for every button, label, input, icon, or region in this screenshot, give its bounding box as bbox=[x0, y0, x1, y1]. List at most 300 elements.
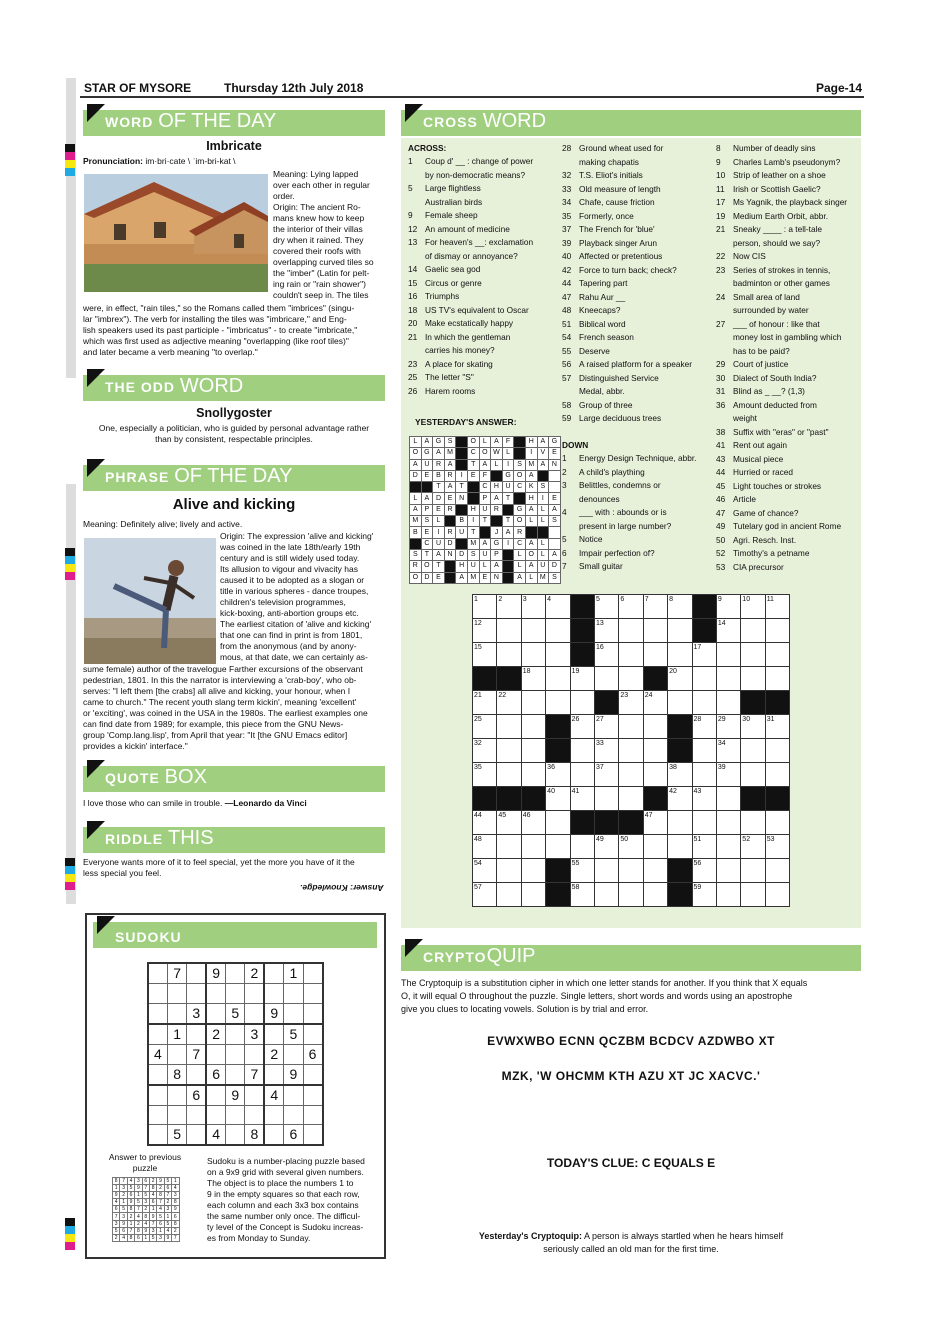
sudoku-answer-cell: 3 bbox=[113, 1220, 120, 1227]
crossword-cell[interactable]: 8 bbox=[668, 595, 692, 619]
crossword-grid[interactable] bbox=[472, 594, 790, 907]
sudoku-cell[interactable] bbox=[303, 1024, 322, 1045]
crossword-cell[interactable] bbox=[692, 763, 716, 787]
crossword-cell[interactable]: 26 bbox=[570, 715, 594, 739]
crossword-cell[interactable]: 42 bbox=[668, 787, 692, 811]
crossword-cell[interactable] bbox=[716, 859, 740, 883]
crossword-cell[interactable] bbox=[521, 835, 545, 859]
clue-line: denounces bbox=[579, 493, 620, 504]
sudoku-cell[interactable]: 7 bbox=[245, 1064, 264, 1085]
sudoku-cell[interactable] bbox=[245, 984, 264, 1004]
answer-cell bbox=[491, 516, 503, 527]
clue-line: 48 Kneecaps? bbox=[562, 305, 621, 315]
clue-line: 23 Series of strokes in tennis, bbox=[716, 264, 831, 275]
crossword-cell[interactable] bbox=[765, 619, 789, 643]
crossword-cell[interactable]: 21 bbox=[473, 691, 497, 715]
crossword-cell[interactable] bbox=[765, 667, 789, 691]
crossword-cell[interactable]: 35 bbox=[473, 763, 497, 787]
answer-cell: L bbox=[537, 516, 549, 527]
answer-cell: A bbox=[525, 504, 537, 515]
sudoku-cell[interactable]: 4 bbox=[264, 1085, 283, 1106]
black-square bbox=[570, 619, 594, 643]
sudoku-cell[interactable]: 2 bbox=[264, 1044, 283, 1064]
crossword-cell[interactable] bbox=[497, 763, 521, 787]
sudoku-cell[interactable] bbox=[226, 1024, 245, 1045]
sudoku-cell[interactable] bbox=[187, 1105, 206, 1125]
answer-cell bbox=[456, 504, 468, 515]
sudoku-cell[interactable]: 7 bbox=[187, 1044, 206, 1064]
answer-cell: B bbox=[456, 516, 468, 527]
crossword-cell[interactable]: 41 bbox=[570, 787, 594, 811]
crossword-cell[interactable] bbox=[765, 763, 789, 787]
answer-cell: M bbox=[444, 448, 456, 459]
crossword-cell[interactable]: 37 bbox=[594, 763, 618, 787]
crossword-cell[interactable]: 50 bbox=[619, 835, 643, 859]
crossword-cell[interactable] bbox=[521, 859, 545, 883]
crossword-cell[interactable] bbox=[619, 643, 643, 667]
crossword-cell[interactable]: 54 bbox=[473, 859, 497, 883]
crossword-cell[interactable] bbox=[643, 619, 667, 643]
crossword-cell[interactable] bbox=[619, 739, 643, 763]
crossword-cell[interactable] bbox=[570, 691, 594, 715]
answer-cell bbox=[514, 448, 526, 459]
answer-cell bbox=[502, 549, 514, 560]
clue-line: 25 The letter "S" bbox=[408, 372, 474, 382]
crossword-cell[interactable] bbox=[668, 835, 692, 859]
answer-cell: U bbox=[421, 459, 433, 470]
crossword-cell[interactable]: 56 bbox=[692, 859, 716, 883]
crossword-cell[interactable] bbox=[546, 835, 570, 859]
sudoku-cell[interactable] bbox=[148, 1003, 167, 1024]
sudoku-cell[interactable] bbox=[284, 1105, 303, 1125]
sudoku-cell[interactable] bbox=[226, 1125, 245, 1146]
sudoku-cell[interactable] bbox=[226, 963, 245, 984]
answer-cell: T bbox=[479, 516, 491, 527]
sudoku-cell[interactable] bbox=[284, 1044, 303, 1064]
clue-line: 21 In which the gentleman bbox=[408, 331, 511, 342]
clue-line: surrounded by water bbox=[733, 305, 809, 315]
sudoku-cell[interactable] bbox=[245, 1105, 264, 1125]
crossword-cell[interactable]: 2 bbox=[497, 595, 521, 619]
crossword-cell[interactable] bbox=[546, 691, 570, 715]
crossword-cell[interactable]: 27 bbox=[594, 715, 618, 739]
crossword-cell[interactable] bbox=[619, 787, 643, 811]
answer-cell: H bbox=[456, 561, 468, 572]
sudoku-cell[interactable] bbox=[167, 984, 186, 1004]
crossword-cell[interactable]: 30 bbox=[741, 715, 765, 739]
clue-line: 58 Group of three bbox=[562, 399, 633, 410]
crossword-cell[interactable]: 6 bbox=[619, 595, 643, 619]
crossword-cell[interactable] bbox=[643, 883, 667, 907]
crossword-cell[interactable] bbox=[546, 667, 570, 691]
sudoku-cell[interactable]: 9 bbox=[264, 1003, 283, 1024]
crossword-cell[interactable]: 45 bbox=[497, 811, 521, 835]
crossword-cell[interactable] bbox=[594, 787, 618, 811]
crossword-cell[interactable] bbox=[570, 835, 594, 859]
crossword-cell[interactable]: 43 bbox=[692, 787, 716, 811]
crossword-cell[interactable]: 58 bbox=[570, 883, 594, 907]
crossword-cell[interactable]: 52 bbox=[741, 835, 765, 859]
sudoku-cell[interactable] bbox=[264, 1105, 283, 1125]
sudoku-cell[interactable]: 5 bbox=[167, 1125, 186, 1146]
crossword-cell[interactable] bbox=[643, 835, 667, 859]
sudoku-cell[interactable] bbox=[206, 984, 225, 1004]
sudoku-cell[interactable]: 6 bbox=[303, 1044, 322, 1064]
crossword-cell[interactable] bbox=[619, 883, 643, 907]
crossword-cell[interactable] bbox=[716, 643, 740, 667]
sudoku-cell[interactable] bbox=[245, 1003, 264, 1024]
sudoku-cell[interactable] bbox=[284, 1003, 303, 1024]
sudoku-cell[interactable] bbox=[167, 1044, 186, 1064]
answer-cell: U bbox=[467, 561, 479, 572]
clue-line: 33 Old measure of length bbox=[562, 183, 661, 194]
answer-cell: L bbox=[433, 516, 445, 527]
answer-cell: S bbox=[537, 482, 549, 493]
sudoku-cell[interactable]: 3 bbox=[187, 1003, 206, 1024]
sudoku-answer-cell: 5 bbox=[149, 1234, 156, 1241]
crossword-cell[interactable] bbox=[521, 883, 545, 907]
sudoku-answer-cell: 3 bbox=[142, 1199, 149, 1206]
section-title-big: WORD bbox=[179, 375, 244, 397]
crossword-cell[interactable] bbox=[643, 739, 667, 763]
sudoku-cell[interactable] bbox=[148, 1064, 167, 1085]
crossword-cell[interactable] bbox=[741, 619, 765, 643]
clue-line: 40 Affected or pretentious bbox=[562, 251, 663, 261]
answer-cell: T bbox=[421, 549, 433, 560]
sudoku-answer-cell: 7 bbox=[142, 1185, 149, 1192]
crossword-cell[interactable]: 9 bbox=[716, 595, 740, 619]
crossword-cell[interactable]: 4 bbox=[546, 595, 570, 619]
sudoku-answer-cell: 7 bbox=[113, 1213, 120, 1220]
black-square bbox=[668, 859, 692, 883]
sudoku-cell[interactable]: 2 bbox=[245, 963, 264, 984]
sudoku-cell[interactable] bbox=[303, 1125, 322, 1146]
clue-line: 7 Small guitar bbox=[562, 561, 623, 571]
crossword-cell[interactable] bbox=[619, 763, 643, 787]
sudoku-cell[interactable] bbox=[187, 1125, 206, 1146]
crossword-cell[interactable]: 17 bbox=[692, 643, 716, 667]
crossword-cell[interactable]: 46 bbox=[521, 811, 545, 835]
crossword-cell[interactable] bbox=[716, 835, 740, 859]
crossword-cell[interactable] bbox=[716, 691, 740, 715]
sudoku-cell[interactable]: 1 bbox=[167, 1024, 186, 1045]
crossword-cell[interactable] bbox=[497, 883, 521, 907]
sudoku-cell[interactable] bbox=[167, 1105, 186, 1125]
sudoku-cell[interactable] bbox=[187, 984, 206, 1004]
clue-line: 57 Distinguished Service bbox=[562, 372, 659, 383]
crossword-cell[interactable] bbox=[619, 619, 643, 643]
crossword-cell[interactable]: 40 bbox=[546, 787, 570, 811]
crossword-cell[interactable] bbox=[765, 811, 789, 835]
crossword-cell[interactable] bbox=[668, 643, 692, 667]
crossword-cell[interactable] bbox=[643, 643, 667, 667]
crossword-cell[interactable] bbox=[497, 835, 521, 859]
answer-cell: M bbox=[537, 572, 549, 583]
crossword-cell[interactable]: 28 bbox=[692, 715, 716, 739]
crossword-cell[interactable]: 1 bbox=[473, 595, 497, 619]
sudoku-cell[interactable]: 6 bbox=[284, 1125, 303, 1146]
crossword-cell[interactable] bbox=[521, 739, 545, 763]
crossword-cell[interactable]: 38 bbox=[668, 763, 692, 787]
crossword-cell[interactable]: 39 bbox=[716, 763, 740, 787]
answer-cell: U bbox=[433, 538, 445, 549]
crossword-cell[interactable] bbox=[716, 811, 740, 835]
sudoku-cell[interactable] bbox=[206, 1003, 225, 1024]
crossword-cell[interactable] bbox=[497, 619, 521, 643]
crossword-cell[interactable]: 7 bbox=[643, 595, 667, 619]
clue-line: 36 Amount deducted from bbox=[716, 399, 817, 410]
sudoku-cell[interactable]: 9 bbox=[226, 1085, 245, 1106]
sudoku-cell[interactable]: 4 bbox=[148, 1044, 167, 1064]
sudoku-cell[interactable]: 6 bbox=[187, 1085, 206, 1106]
crossword-cell[interactable]: 32 bbox=[473, 739, 497, 763]
sudoku-cell[interactable] bbox=[226, 984, 245, 1004]
crossword-cell[interactable]: 5 bbox=[594, 595, 618, 619]
sudoku-cell[interactable] bbox=[303, 963, 322, 984]
crossword-cell[interactable] bbox=[741, 667, 765, 691]
crossword-cell[interactable] bbox=[497, 859, 521, 883]
crossword-cell[interactable] bbox=[497, 643, 521, 667]
crossword-cell[interactable]: 34 bbox=[716, 739, 740, 763]
sudoku-cell[interactable] bbox=[226, 1105, 245, 1125]
crossword-cell[interactable] bbox=[643, 763, 667, 787]
black-square bbox=[692, 595, 716, 619]
sudoku-cell[interactable]: 6 bbox=[206, 1064, 225, 1085]
crossword-cell[interactable] bbox=[594, 667, 618, 691]
sudoku-cell[interactable] bbox=[264, 984, 283, 1004]
sudoku-cell[interactable] bbox=[167, 1003, 186, 1024]
sudoku-cell[interactable]: 9 bbox=[206, 963, 225, 984]
crossword-cell[interactable]: 20 bbox=[668, 667, 692, 691]
crossword-cell[interactable]: 23 bbox=[619, 691, 643, 715]
crossword-cell[interactable]: 12 bbox=[473, 619, 497, 643]
sudoku-answer-cell: 6 bbox=[172, 1213, 179, 1220]
crossword-cell[interactable]: 36 bbox=[546, 763, 570, 787]
crossword-cell[interactable] bbox=[765, 859, 789, 883]
crossword-cell[interactable] bbox=[594, 883, 618, 907]
sudoku-cell[interactable]: 8 bbox=[245, 1125, 264, 1146]
riddle-answer: Answer: Knowledge. bbox=[300, 883, 384, 893]
sudoku-cell[interactable] bbox=[206, 1105, 225, 1125]
crossword-cell[interactable] bbox=[741, 739, 765, 763]
crossword-cell[interactable]: 3 bbox=[521, 595, 545, 619]
crossword-cell[interactable] bbox=[619, 859, 643, 883]
sudoku-cell[interactable]: 9 bbox=[284, 1064, 303, 1085]
crossword-cell[interactable] bbox=[643, 715, 667, 739]
sudoku-cell[interactable]: 3 bbox=[245, 1024, 264, 1045]
crossword-cell[interactable] bbox=[570, 763, 594, 787]
sudoku-cell[interactable] bbox=[284, 1085, 303, 1106]
phrase-meaning: Meaning: Definitely alive; lively and active. bbox=[83, 519, 243, 529]
crossword-cell[interactable] bbox=[692, 691, 716, 715]
crossword-cell[interactable] bbox=[741, 883, 765, 907]
crossword-cell[interactable]: 10 bbox=[741, 595, 765, 619]
crossword-cell[interactable]: 25 bbox=[473, 715, 497, 739]
sudoku-cell[interactable] bbox=[206, 1044, 225, 1064]
crossword-cell[interactable] bbox=[741, 763, 765, 787]
crossword-cell[interactable]: 18 bbox=[521, 667, 545, 691]
crossword-cell[interactable] bbox=[521, 643, 545, 667]
sudoku-cell[interactable] bbox=[264, 1024, 283, 1045]
crossword-cell[interactable]: 29 bbox=[716, 715, 740, 739]
answer-cell: C bbox=[421, 538, 433, 549]
sudoku-cell[interactable] bbox=[148, 1125, 167, 1146]
crossword-cell[interactable]: 48 bbox=[473, 835, 497, 859]
crossword-cell[interactable]: 24 bbox=[643, 691, 667, 715]
crossword-cell[interactable]: 53 bbox=[765, 835, 789, 859]
clue-line: 24 Small area of land bbox=[716, 291, 800, 302]
sudoku-cell[interactable] bbox=[264, 1064, 283, 1085]
crossword-cell[interactable]: 19 bbox=[570, 667, 594, 691]
crossword-cell[interactable]: 47 bbox=[643, 811, 667, 835]
crossword-cell[interactable]: 31 bbox=[765, 715, 789, 739]
section-title-small: WORD bbox=[105, 114, 154, 130]
crossword-cell[interactable] bbox=[765, 739, 789, 763]
sudoku-cell[interactable] bbox=[187, 963, 206, 984]
sudoku-cell[interactable] bbox=[148, 1024, 167, 1045]
crossword-cell[interactable] bbox=[521, 619, 545, 643]
sudoku-cell[interactable] bbox=[264, 963, 283, 984]
crossword-cell[interactable]: 57 bbox=[473, 883, 497, 907]
section-title-small: QUOTE bbox=[105, 770, 160, 786]
crossword-cell[interactable] bbox=[741, 859, 765, 883]
answer-cell: R bbox=[410, 561, 422, 572]
sudoku-cell[interactable] bbox=[226, 1064, 245, 1085]
crossword-cell[interactable]: 13 bbox=[594, 619, 618, 643]
crossword-cell[interactable] bbox=[692, 739, 716, 763]
crossword-cell[interactable] bbox=[497, 739, 521, 763]
crossword-cell[interactable] bbox=[619, 715, 643, 739]
sudoku-cell[interactable] bbox=[148, 984, 167, 1004]
crossword-cell[interactable] bbox=[643, 859, 667, 883]
crossword-cell[interactable] bbox=[546, 619, 570, 643]
sudoku-cell[interactable]: 1 bbox=[284, 963, 303, 984]
margin-bar bbox=[66, 78, 76, 378]
sudoku-answer-cell: 6 bbox=[142, 1178, 149, 1185]
sudoku-answer-cell: 5 bbox=[164, 1178, 171, 1185]
sudoku-answer-label: Answer to previous puzzle bbox=[108, 1152, 182, 1173]
yesterday-answer-label: YESTERDAY'S ANSWER: bbox=[415, 417, 517, 427]
answer-cell bbox=[410, 482, 422, 493]
sudoku-cell[interactable] bbox=[303, 1064, 322, 1085]
sudoku-cell[interactable] bbox=[245, 1085, 264, 1106]
crossword-cell[interactable] bbox=[521, 763, 545, 787]
sudoku-cell[interactable] bbox=[303, 1085, 322, 1106]
crossword-cell[interactable] bbox=[546, 811, 570, 835]
sudoku-cell[interactable] bbox=[226, 1044, 245, 1064]
crossword-cell[interactable]: 16 bbox=[594, 643, 618, 667]
sudoku-cell[interactable] bbox=[187, 1024, 206, 1045]
crossword-cell[interactable] bbox=[668, 619, 692, 643]
crossword-cell[interactable] bbox=[716, 667, 740, 691]
answer-cell: L bbox=[410, 437, 422, 448]
answer-cell: A bbox=[456, 572, 468, 583]
sudoku-cell[interactable] bbox=[303, 984, 322, 1004]
sudoku-cell[interactable] bbox=[148, 1105, 167, 1125]
answer-cell: W bbox=[491, 448, 503, 459]
cryptoquip-intro: The Cryptoquip is a substitution cipher in which one letter stands for another. If you think that X equals O, it will equal O throughout the puzzle. Single letters, short words and words using an apostrophe give you clues to locating vowels. Solution is by trial and error. bbox=[401, 978, 808, 1014]
sudoku-answer-cell: 1 bbox=[157, 1227, 164, 1234]
answer-cell: G bbox=[491, 538, 503, 549]
clue-line: has to be paid? bbox=[733, 345, 790, 356]
crossword-cell[interactable] bbox=[741, 643, 765, 667]
crossword-cell[interactable]: 22 bbox=[497, 691, 521, 715]
color-registration-mark bbox=[65, 858, 75, 890]
crossword-cell[interactable] bbox=[741, 811, 765, 835]
crossword-cell[interactable]: 51 bbox=[692, 835, 716, 859]
answer-cell: R bbox=[444, 527, 456, 538]
sudoku-cell[interactable] bbox=[148, 1085, 167, 1106]
sudoku-cell[interactable]: 5 bbox=[226, 1003, 245, 1024]
crossword-cell[interactable] bbox=[619, 667, 643, 691]
crossword-cell[interactable]: 55 bbox=[570, 859, 594, 883]
sudoku-cell[interactable] bbox=[284, 984, 303, 1004]
crossword-header bbox=[401, 110, 861, 136]
sudoku-cell[interactable] bbox=[303, 1003, 322, 1024]
sudoku-cell[interactable]: 7 bbox=[167, 963, 186, 984]
sudoku-answer-cell: 2 bbox=[157, 1185, 164, 1192]
crossword-cell[interactable]: 11 bbox=[765, 595, 789, 619]
crossword-cell[interactable] bbox=[668, 811, 692, 835]
crossword-cell[interactable] bbox=[521, 691, 545, 715]
crossword-cell[interactable] bbox=[716, 883, 740, 907]
sudoku-cell[interactable] bbox=[303, 1105, 322, 1125]
crossword-cell[interactable]: 33 bbox=[594, 739, 618, 763]
sudoku-cell[interactable]: 4 bbox=[206, 1125, 225, 1146]
crossword-cell[interactable]: 44 bbox=[473, 811, 497, 835]
sudoku-cell[interactable] bbox=[167, 1085, 186, 1106]
crossword-cell[interactable] bbox=[765, 643, 789, 667]
sudoku-cell[interactable]: 2 bbox=[206, 1024, 225, 1045]
crossword-cell[interactable]: 15 bbox=[473, 643, 497, 667]
phrase-header bbox=[83, 465, 385, 491]
answer-cell: I bbox=[433, 527, 445, 538]
answer-cell: A bbox=[491, 493, 503, 504]
answer-cell: M bbox=[467, 572, 479, 583]
sudoku-answer-cell: 1 bbox=[127, 1220, 134, 1227]
crossword-cell[interactable]: 49 bbox=[594, 835, 618, 859]
crossword-cell[interactable] bbox=[668, 691, 692, 715]
crossword-cell[interactable] bbox=[716, 787, 740, 811]
sudoku-answer-cell: 7 bbox=[172, 1234, 179, 1241]
answer-cell bbox=[444, 516, 456, 527]
crossword-cell[interactable] bbox=[594, 859, 618, 883]
sudoku-answer-cell: 8 bbox=[172, 1199, 179, 1206]
answer-cell: A bbox=[444, 482, 456, 493]
crossword-cell[interactable] bbox=[570, 739, 594, 763]
sudoku-cell[interactable] bbox=[245, 1044, 264, 1064]
answer-cell: A bbox=[433, 549, 445, 560]
crossword-cell[interactable] bbox=[497, 715, 521, 739]
sudoku-cell[interactable]: 8 bbox=[167, 1064, 186, 1085]
crossword-cell[interactable] bbox=[765, 883, 789, 907]
crossword-cell[interactable] bbox=[692, 811, 716, 835]
crossword-cell[interactable]: 59 bbox=[692, 883, 716, 907]
crossword-cell[interactable] bbox=[692, 667, 716, 691]
sudoku-cell[interactable] bbox=[264, 1125, 283, 1146]
clue-line: 44 Tapering part bbox=[562, 278, 628, 288]
sudoku-cell[interactable] bbox=[206, 1085, 225, 1106]
sudoku-cell[interactable] bbox=[187, 1064, 206, 1085]
crossword-cell[interactable]: 14 bbox=[716, 619, 740, 643]
crossword-cell[interactable] bbox=[521, 715, 545, 739]
clue-line: person, should we say? bbox=[733, 237, 821, 248]
clue-line: 47 Game of chance? bbox=[716, 507, 799, 518]
crossword-cell[interactable] bbox=[546, 643, 570, 667]
sudoku-cell[interactable] bbox=[148, 963, 167, 984]
answer-cell: P bbox=[421, 504, 433, 515]
sudoku-cell[interactable]: 5 bbox=[284, 1024, 303, 1045]
